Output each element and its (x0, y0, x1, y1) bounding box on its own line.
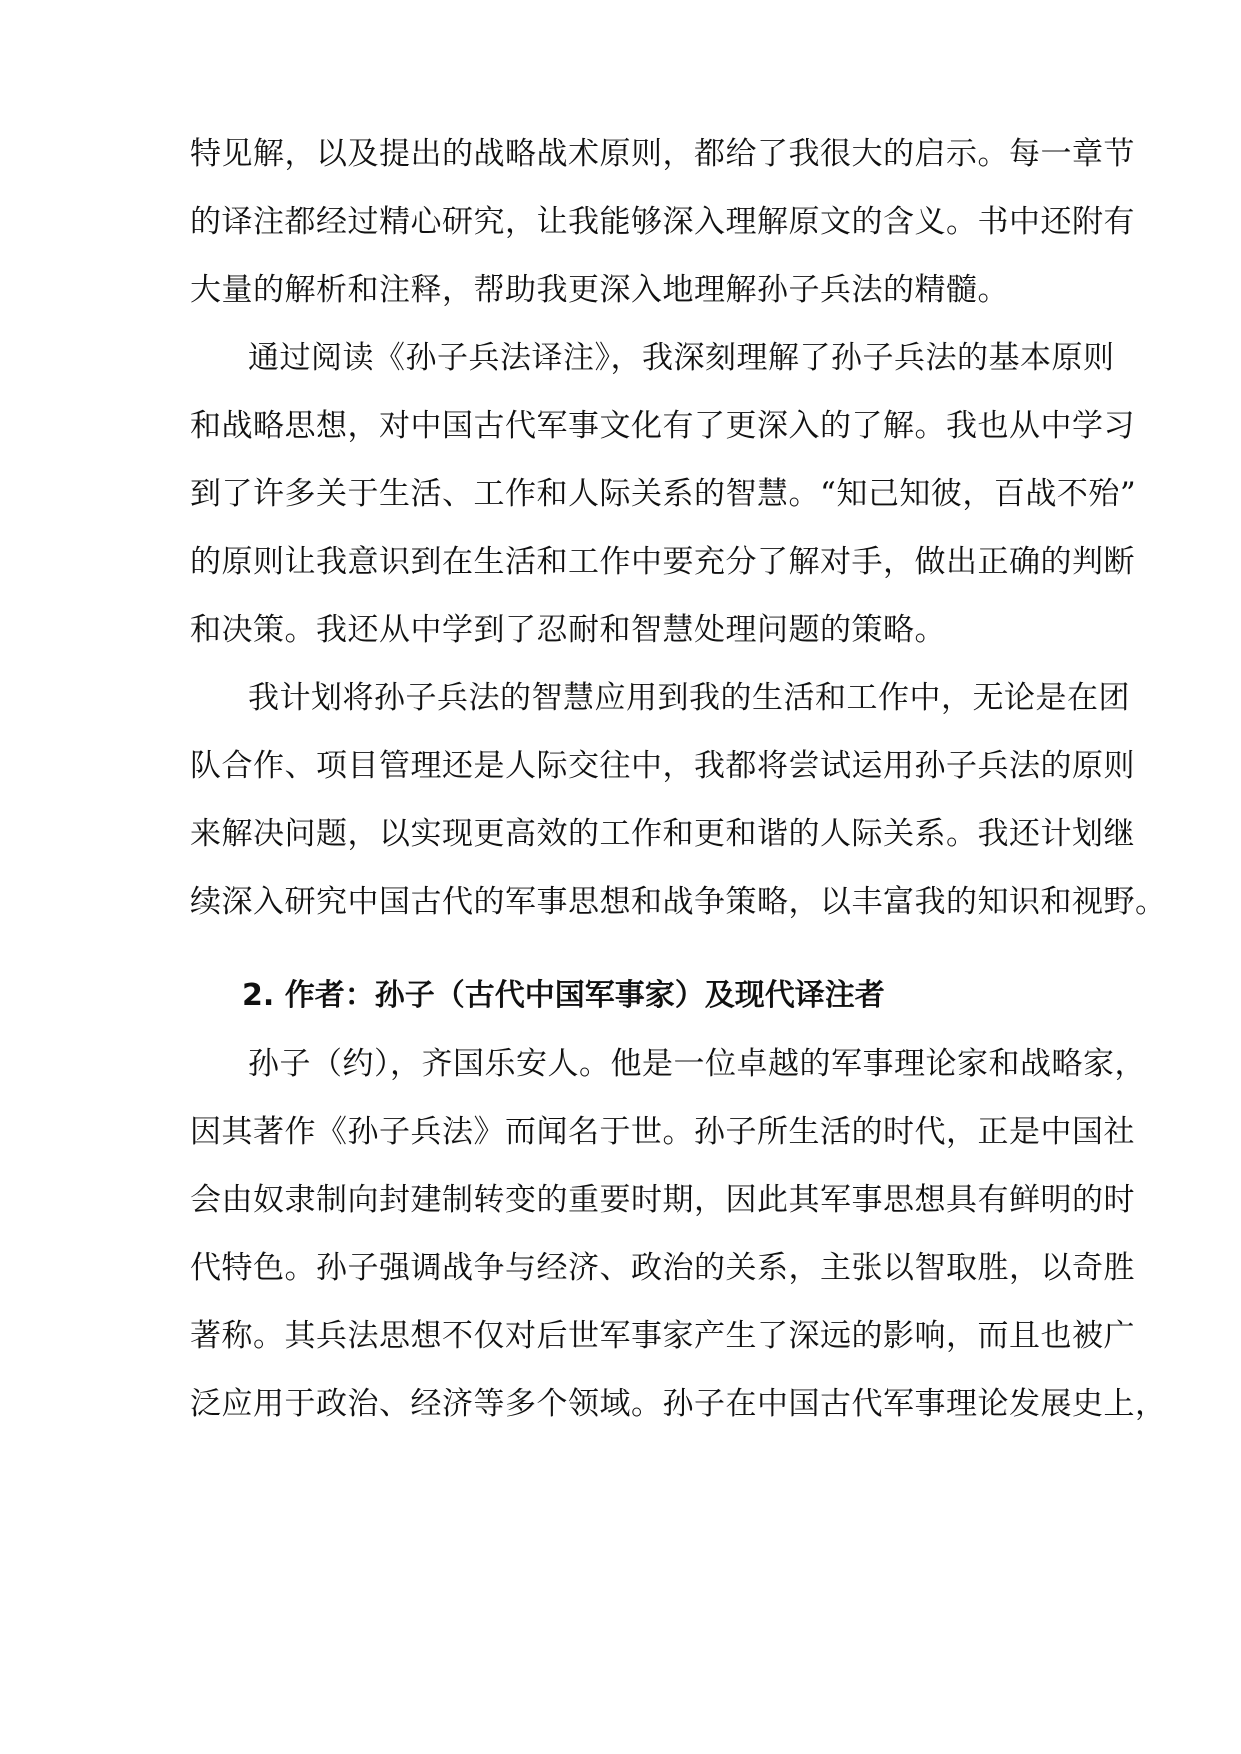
paragraph-2-line-2: 和战略思想，对中国古代军事文化有了更深入的了解。我也从中学习 (190, 408, 1135, 444)
author-paragraph-line-2: 因其著作《孙子兵法》而闻名于世。孙子所生活的时代，正是中国社 (190, 1114, 1135, 1150)
author-paragraph-line-5: 著称。其兵法思想不仅对后世军事家产生了深远的影响，而且也被广 (190, 1318, 1135, 1354)
paragraph-2-line-1: 通过阅读《孙子兵法译注》，我深刻理解了孙子兵法的基本原则 (248, 340, 1115, 376)
paragraph-3-line-4: 续深入研究中国古代的军事思想和战争策略，以丰富我的知识和视野。 (190, 884, 1167, 920)
paragraph-2-line-3: 到了许多关于生活、工作和人际关系的智慧。“知己知彼，百战不殆” (190, 476, 1137, 512)
paragraph-2-line-5: 和决策。我还从中学到了忍耐和智慧处理问题的策略。 (190, 612, 946, 648)
author-paragraph-line-1: 孙子（约），齐国乐安人。他是一位卓越的军事理论家和战略家， (248, 1046, 1146, 1082)
author-paragraph-line-3: 会由奴隶制向封建制转变的重要时期，因此其军事思想具有鲜明的时 (190, 1182, 1135, 1218)
author-paragraph-line-6: 泛应用于政治、经济等多个领域。孙子在中国古代军事理论发展史上， (190, 1386, 1167, 1422)
paragraph-2-line-4: 的原则让我意识到在生活和工作中要充分了解对手，做出正确的判断 (190, 544, 1135, 580)
author-paragraph-line-4: 代特色。孙子强调战争与经济、政治的关系，主张以智取胜，以奇胜 (190, 1250, 1135, 1286)
paragraph-1-line-2: 的译注都经过精心研究，让我能够深入理解原文的含义。书中还附有 (190, 204, 1135, 240)
paragraph-1-line-1: 特见解，以及提出的战略战术原则，都给了我很大的启示。每一章节 (190, 136, 1135, 172)
section-heading: 2. 作者：孙子（古代中国军事家）及现代译注者 (242, 978, 885, 1013)
paragraph-3-line-2: 队合作、项目管理还是人际交往中，我都将尝试运用孙子兵法的原则 (190, 748, 1135, 784)
paragraph-3-line-3: 来解决问题，以实现更高效的工作和更和谐的人际关系。我还计划继 (190, 816, 1135, 852)
paragraph-3-line-1: 我计划将孙子兵法的智慧应用到我的生活和工作中，无论是在团 (248, 680, 1130, 716)
paragraph-1-line-3: 大量的解析和注释，帮助我更深入地理解孙子兵法的精髓。 (190, 272, 1009, 308)
